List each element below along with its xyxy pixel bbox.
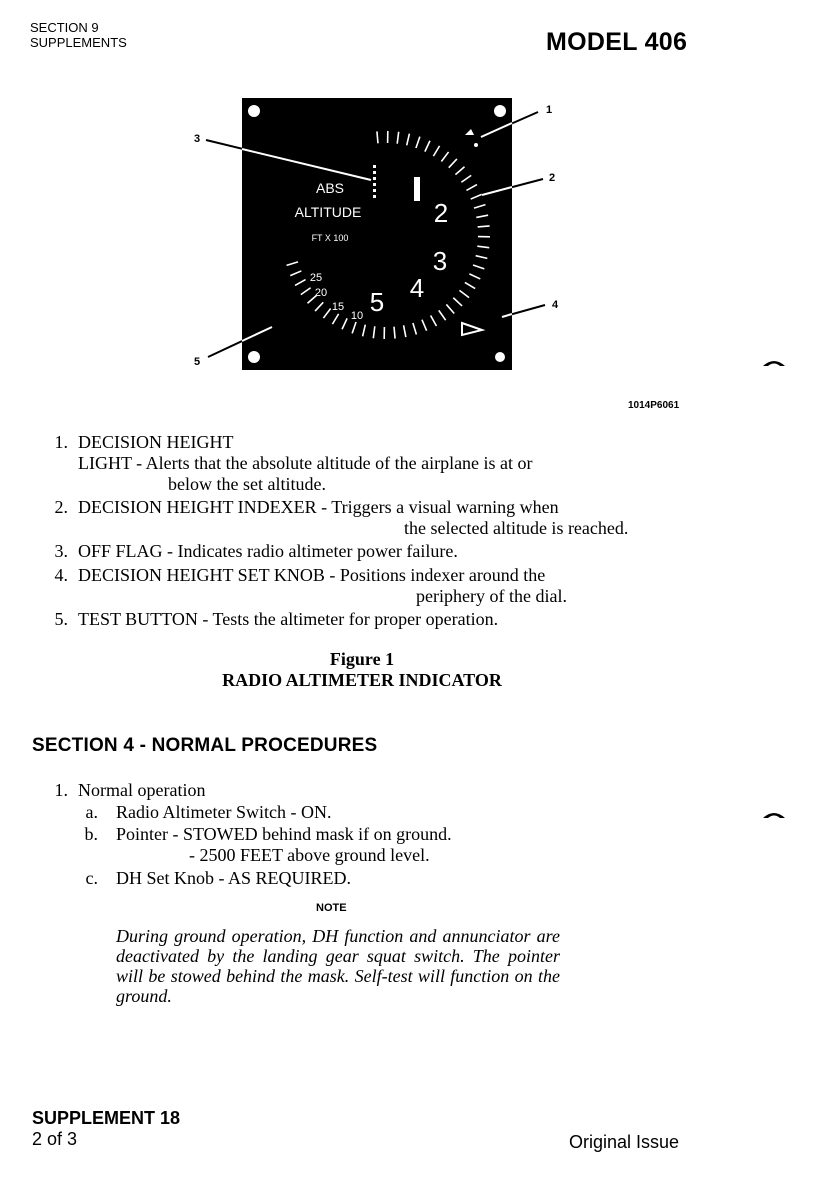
radio-altimeter-figure — [190, 95, 580, 375]
dial-number-20: 20 — [314, 287, 328, 299]
procedure-list — [48, 780, 452, 890]
issue-label: Original Issue — [569, 1132, 680, 1152]
dial-number-2: 2 — [433, 198, 449, 228]
note-text: During ground operation, DH function and annunciator are deactivated by the landing gear squat switch. The pointer will be stowed behind the mask. Self-test will function on the ground. — [116, 926, 560, 1006]
dial-tick — [394, 327, 395, 339]
section-name: SUPPLEMENTS — [30, 35, 127, 50]
dial-units: FT X 100 — [311, 233, 349, 243]
procedure-step: 1. Normal operation — [54, 780, 206, 800]
revision-mark-icon — [762, 358, 786, 368]
callout-number-1: 1 — [546, 104, 553, 116]
dial-number-10: 10 — [350, 310, 364, 322]
revision-mark-icon — [762, 810, 786, 820]
dial-tick — [377, 131, 378, 143]
legend-item: 1. DECISION HEIGHT LIGHT - Alerts that the absolute altitude of the airplane is at or below the set altitude. — [54, 432, 533, 494]
footer-supplement — [32, 1108, 180, 1150]
legend-item: 4. DECISION HEIGHT SET KNOB - Positions indexer around the periphery of the dial. — [54, 565, 567, 606]
figure-label: Figure 1 — [329, 649, 395, 669]
header-section-label — [30, 20, 127, 50]
dial-title-abs: ABS — [315, 180, 345, 196]
dial-title-altitude: ALTITUDE — [294, 204, 362, 220]
section-number: SECTION 9 — [30, 20, 99, 35]
callout-number-2: 2 — [549, 172, 556, 184]
procedure-subitem: c. DH Set Knob - AS REQUIRED. — [85, 868, 352, 888]
figure-caption — [180, 649, 544, 691]
dial-number-3: 3 — [432, 246, 448, 276]
legend-item: 3. OFF FLAG - Indicates radio altimeter power failure. — [54, 541, 458, 561]
model-title: MODEL 406 — [546, 28, 688, 56]
altitude-pointer — [414, 177, 420, 201]
legend-item: 5. TEST BUTTON - Tests the altimeter for proper operation. — [54, 609, 499, 629]
dial-tick — [478, 226, 490, 227]
procedure-subitem: b. Pointer - STOWED behind mask if on ground. - 2500 FEET above ground level. — [84, 824, 452, 865]
dial-number-25: 25 — [309, 272, 323, 284]
figure-title: RADIO ALTIMETER INDICATOR — [222, 670, 502, 690]
callout-number-4: 4 — [552, 299, 559, 311]
mount-screw-top-right — [494, 105, 506, 117]
dial-number-4: 4 — [409, 273, 425, 303]
figure-code: 1014P6061 — [628, 400, 680, 411]
legend-item: 2. DECISION HEIGHT INDEXER - Triggers a visual warning when the selected altitude is reached. — [54, 497, 629, 538]
callout-number-5: 5 — [194, 356, 201, 368]
section-heading: SECTION 4 - NORMAL PROCEDURES — [32, 735, 378, 756]
test-button[interactable] — [248, 351, 260, 363]
note-label: NOTE — [316, 902, 347, 914]
figure-legend — [48, 432, 628, 631]
mount-screw-bottom-right — [495, 352, 505, 362]
mount-screw-top-left — [248, 105, 260, 117]
procedure-subitem: a. Radio Altimeter Switch - ON. — [85, 802, 332, 822]
page-number: 2 of 3 — [32, 1129, 78, 1149]
callout-number-3: 3 — [194, 133, 201, 145]
supplement-number: SUPPLEMENT 18 — [32, 1108, 181, 1128]
dial-number-5: 5 — [369, 287, 385, 317]
dial-number-15: 15 — [331, 301, 345, 313]
